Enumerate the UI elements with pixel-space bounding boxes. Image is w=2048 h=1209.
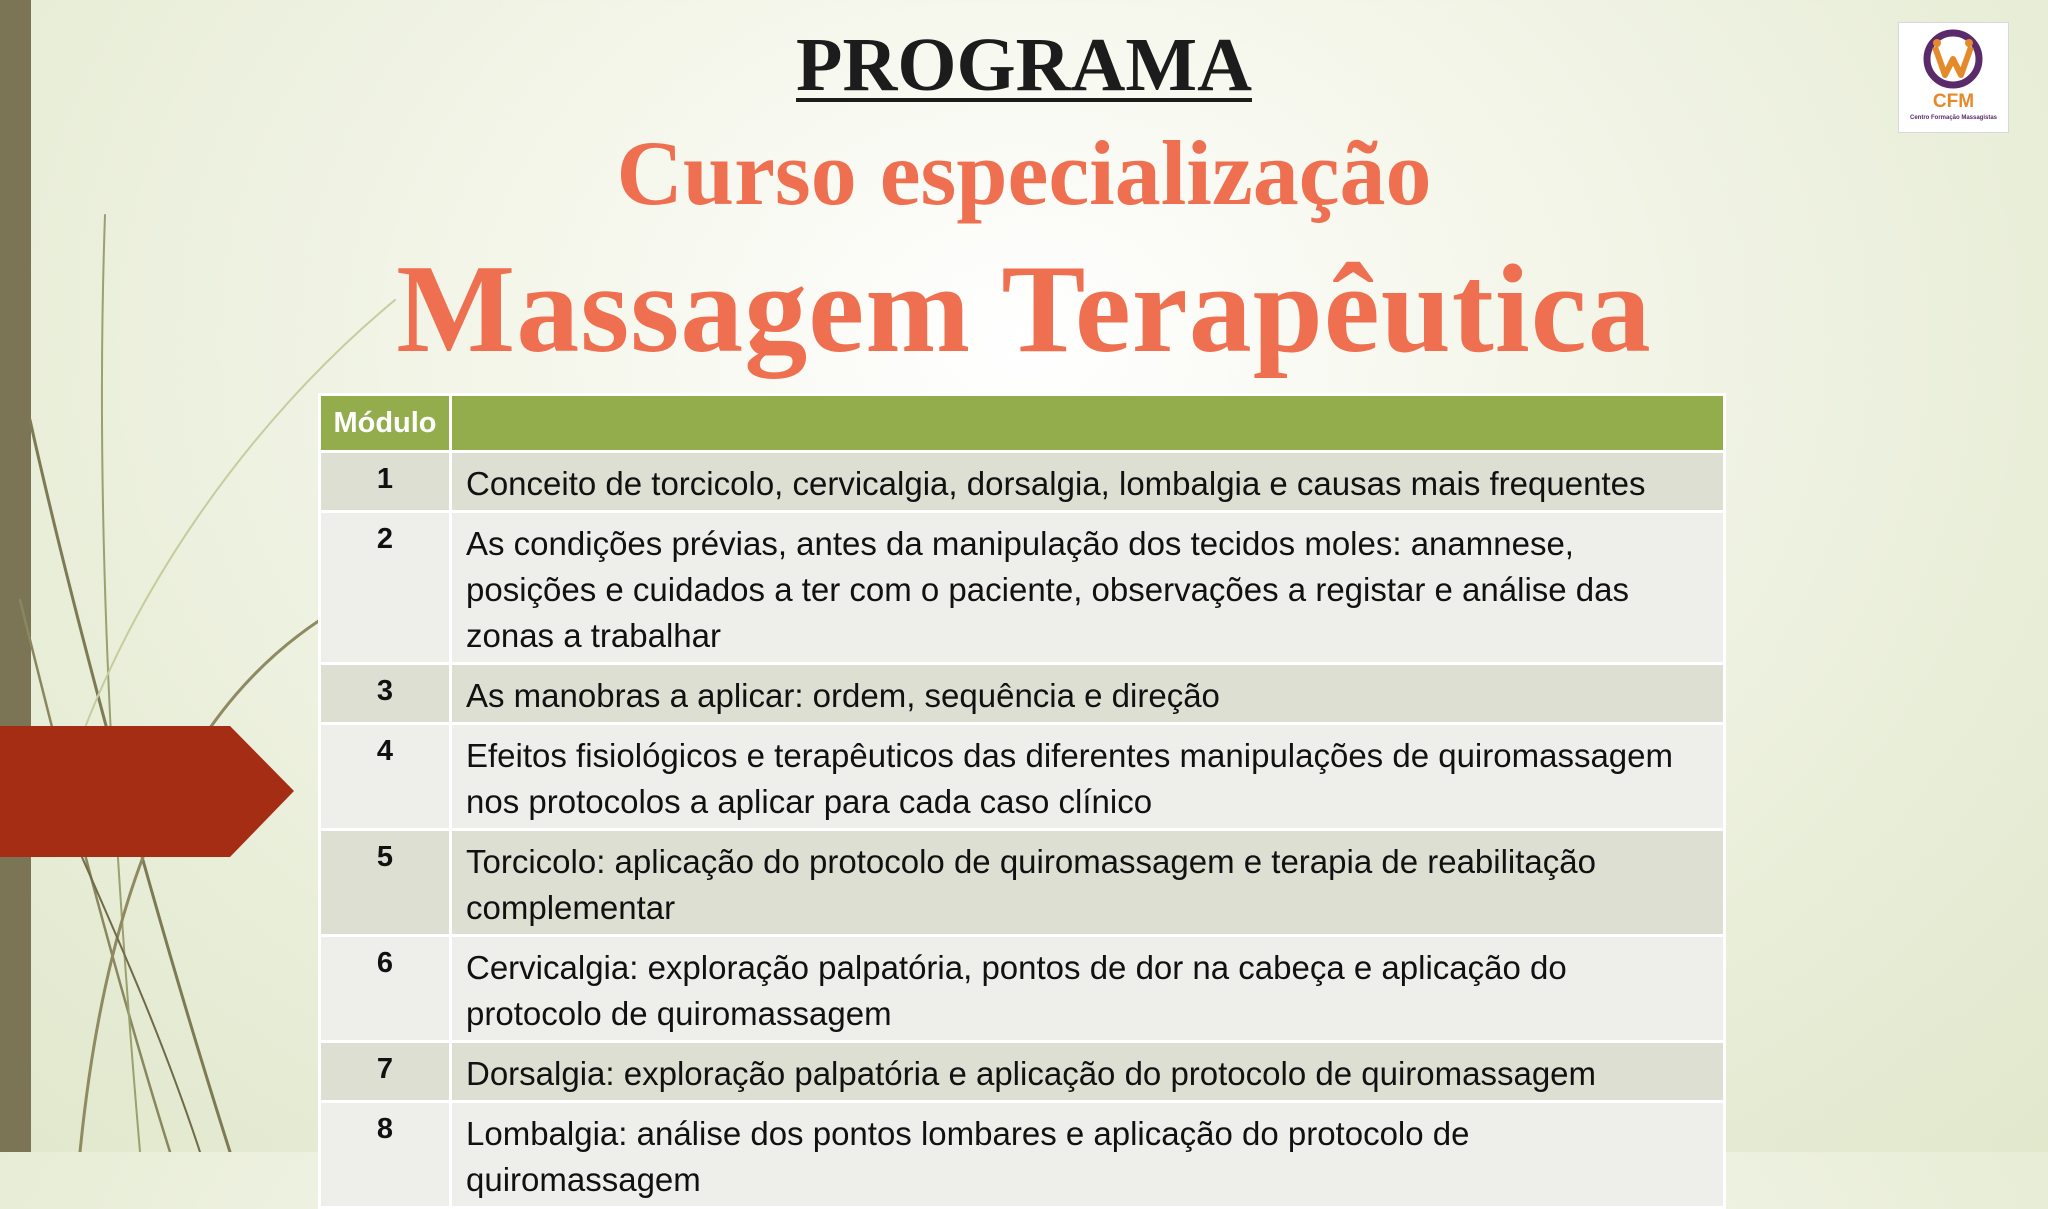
cfm-logo: [1898, 22, 2009, 133]
program-table: [318, 393, 1726, 1209]
table-header-row: [320, 395, 1725, 452]
table-row: [320, 452, 1725, 512]
description-column-header: [451, 395, 1725, 452]
program-heading: PROGRAMA: [796, 23, 1252, 107]
module-column-header: Módulo: [320, 395, 451, 452]
table-row: [320, 724, 1725, 830]
logo-text: CFM: [1932, 91, 1975, 112]
course-title: Massagem Terapêutica: [396, 240, 1652, 379]
module-number: 5: [320, 830, 451, 936]
module-number: 6: [320, 936, 451, 1042]
table-row: [320, 830, 1725, 936]
module-description: Lombalgia: análise dos pontos lombares e aplicação do protocolo de quiromassagem: [451, 1102, 1725, 1208]
cfm-logo-icon: [1899, 23, 2008, 93]
module-number: 1: [320, 452, 451, 512]
table-row: [320, 512, 1725, 664]
table-row: [320, 1042, 1725, 1102]
module-description: Torcicolo: aplicação do protocolo de quiromassagem e terapia de reabilitação complementar: [451, 830, 1725, 936]
module-number: 7: [320, 1042, 451, 1102]
module-description: Dorsalgia: exploração palpatória e aplicação do protocolo de quiromassagem: [451, 1042, 1725, 1102]
module-description: Cervicalgia: exploração palpatória, pontos de dor na cabeça e aplicação do protocolo de quiromassagem: [451, 936, 1725, 1042]
module-number: 8: [320, 1102, 451, 1208]
module-description: Efeitos fisiológicos e terapêuticos das diferentes manipulações de quiromassagem nos protocolos a aplicar para cada caso clínico: [451, 724, 1725, 830]
module-description: As manobras a aplicar: ordem, sequência e direção: [451, 664, 1725, 724]
module-description: Conceito de torcicolo, cervicalgia, dorsalgia, lombalgia e causas mais frequentes: [451, 452, 1725, 512]
module-number: 4: [320, 724, 451, 830]
arrow-marker-shape: [0, 726, 294, 857]
table-row: [320, 936, 1725, 1042]
course-subheading: Curso especialização: [616, 122, 1432, 224]
module-number: 3: [320, 664, 451, 724]
logo-subtitle: Centro Formação Massagistas: [1909, 115, 1998, 121]
module-description: As condições prévias, antes da manipulação dos tecidos moles: anamnese, posições e cuidados a ter com o paciente, observações a registar e análise das zonas a trabalhar: [451, 512, 1725, 664]
table-row: [320, 664, 1725, 724]
table-row: [320, 1102, 1725, 1208]
module-number: 2: [320, 512, 451, 664]
